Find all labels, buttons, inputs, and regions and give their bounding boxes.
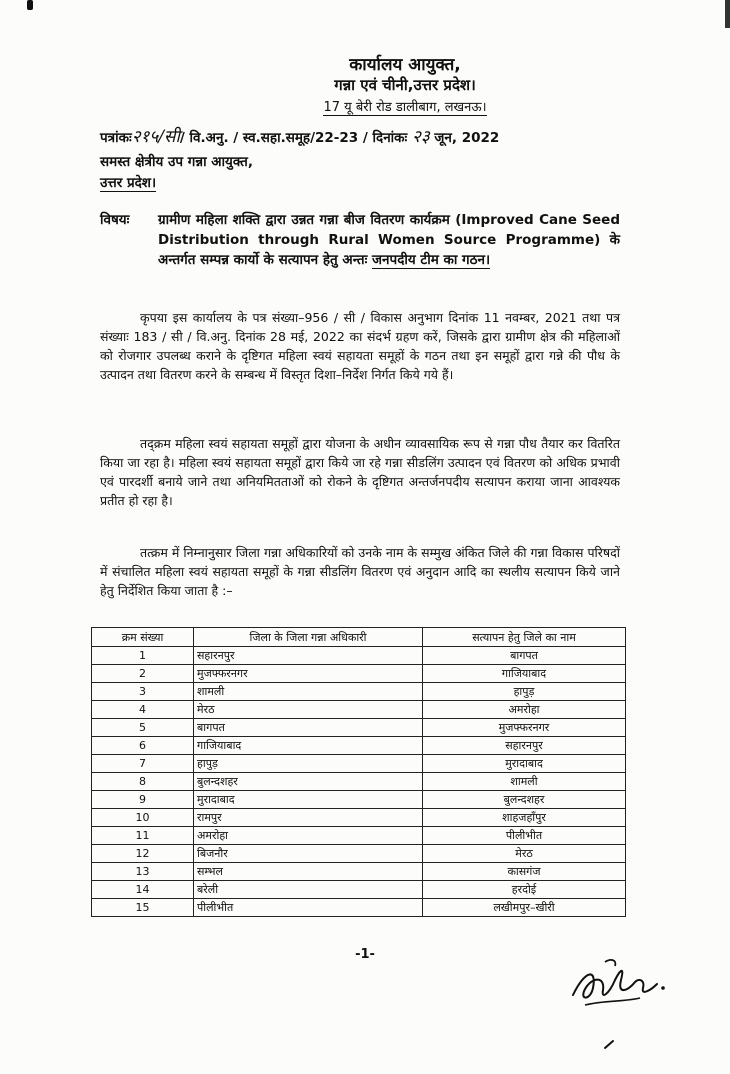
header-verification-district: सत्यापन हेतु जिले का नाम [423,628,626,647]
table-row [92,773,626,791]
table-row [92,809,626,827]
cell-officer-district: मुरादाबाद [194,791,423,809]
cell-serial: 4 [92,701,194,719]
paragraph-2: तद्क्रम महिला स्वयं सहायता समूहों द्वारा योजना के अधीन व्यावसायिक रूप से गन्ना पौध तैयार कर वितरित किया जा रहा है। महिला स्वयं सहायता समूहों द्वारा किये जा रहे गन्ना सीडलिंग उत्पादन एवं वितरण को अधिक प्रभावी एवं पारदर्शी बनाये जाने तथा अनियमितताओं को रोकने के दृष्टिगत अन्तर्जनपदीय सत्यापन कराया जाना आवश्यक प्रतीत हो रहा है। [100,436,620,508]
cell-serial: 2 [92,665,194,683]
office-address: 17 यू बेरी रोड डालीबाग, लखनऊ। [323,100,487,115]
cell-serial: 11 [92,827,194,845]
page-number: -1- [355,947,375,962]
table-row [92,737,626,755]
cell-officer-district: शामली [194,683,423,701]
cell-officer-district: बुलन्दशहर [194,773,423,791]
cell-officer-district: हापुड़ [194,755,423,773]
cell-serial: 6 [92,737,194,755]
cell-officer-district: गाजियाबाद [194,737,423,755]
department-title: गन्ना एवं चीनी,उत्तर प्रदेश। [334,76,476,94]
subject-label: विषयः [100,212,130,228]
cell-officer-district: मुजफ्फरनगर [194,665,423,683]
verification-table [91,627,626,917]
table-row [92,647,626,665]
table-row [92,719,626,737]
table-row [92,881,626,899]
handwritten-day: २३ [411,127,430,147]
cell-serial: 15 [92,899,194,917]
addressee-line2: उत्तर प्रदेश। [100,175,157,191]
signature [565,950,675,1020]
cell-officer-district: बागपत [194,719,423,737]
reference-line: पत्रांकः२१५/सी/ वि.अनु. / स्व.सहा.समूह/22-23 / दिनांकः २३ जून, 2022 [100,127,500,147]
header-serial: क्रम संख्या [92,628,194,647]
table-header-row [92,628,626,647]
cell-verification-district: गाजियाबाद [423,665,626,683]
cell-serial: 1 [92,647,194,665]
cell-serial: 9 [92,791,194,809]
table-row [92,683,626,701]
cell-verification-district: अमरोहा [423,701,626,719]
cell-officer-district: अमरोहा [194,827,423,845]
cell-verification-district: कासगंज [423,863,626,881]
cell-serial: 12 [92,845,194,863]
scan-mark [27,0,33,10]
cell-serial: 5 [92,719,194,737]
cell-verification-district: हरदोई [423,881,626,899]
cell-verification-district: पीलीभीत [423,827,626,845]
cell-officer-district: बिजनौर [194,845,423,863]
cell-officer-district: रामपुर [194,809,423,827]
table-row [92,863,626,881]
addressee-line1: समस्त क्षेत्रीय उप गन्ना आयुक्त, [100,154,253,170]
table-row [92,791,626,809]
cell-verification-district: बुलन्दशहर [423,791,626,809]
cell-verification-district: हापुड़ [423,683,626,701]
cell-verification-district: लखीमपुर–खीरी [423,899,626,917]
table-row [92,701,626,719]
cell-serial: 13 [92,863,194,881]
cell-verification-district: शाहजहाँपुर [423,809,626,827]
cell-verification-district: मुजफ्फरनगर [423,719,626,737]
subject-underlined: जनपदीय टीम का गठन। [372,252,491,268]
handwritten-code: सी [163,127,180,147]
cell-serial: 14 [92,881,194,899]
cell-serial: 8 [92,773,194,791]
subject-text: ग्रामीण महिला शक्ति द्वारा उन्नत गन्ना बीज वितरण कार्यक्रम (Improved Cane Seed Distribution through Rural Women Source Programme) के अन्तर्गत सम्पन्न कार्यो के सत्यापन हेतु अन्तः जनपदीय टीम का गठन। [158,212,620,268]
table-row [92,899,626,917]
cell-officer-district: सहारनपुर [194,647,423,665]
handwritten-letter-no: २१५ [131,127,159,147]
paragraph-3: तत्क्रम में निम्नानुसार जिला गन्ना अधिकारियों को उनके नाम के सम्मुख अंकित जिले की गन्ना विकास परिषदों में संचालित महिला स्वयं सहायता समूहों के गन्ना सीडलिंग वितरण एवं अनुदान आदि का स्थलीय सत्यापन किये जाने हेतु निर्देशित किया जाता है :– [100,545,620,598]
table-row [92,845,626,863]
table-row [92,665,626,683]
table-row [92,827,626,845]
table-row [92,755,626,773]
cell-officer-district: बरेली [194,881,423,899]
cell-officer-district: मेरठ [194,701,423,719]
cell-verification-district: शामली [423,773,626,791]
cell-verification-district: सहारनपुर [423,737,626,755]
scan-edge-mark [725,0,730,28]
pen-mark [603,1038,615,1050]
cell-verification-district: मेरठ [423,845,626,863]
cell-serial: 10 [92,809,194,827]
cell-serial: 3 [92,683,194,701]
paragraph-1: कृपया इस कार्यालय के पत्र संख्या–956 / सी / विकास अनुभाग दिनांक 11 नवम्बर, 2021 तथा पत्र संख्याः 183 / सी / वि.अनु. दिनांक 28 मई, 2022 का संदर्भ ग्रहण करें, जिसके द्वारा ग्रामीण क्षेत्र की महिलाओं को रोजगार उपलब्ध कराने के दृष्टिगत महिला स्वयं सहायता समूहों के गठन तथा इन समूहों द्वारा गन्ने की पौध के उत्पादन तथा वितरण करने के सम्बन्ध में विस्तृत दिशा–निर्देश निर्गत किये गये हैं। [100,310,620,382]
header-officer-district: जिला के जिला गन्ना अधिकारी [194,628,423,647]
cell-verification-district: मुरादाबाद [423,755,626,773]
office-title: कार्यालय आयुक्त, [349,55,461,75]
cell-officer-district: सम्भल [194,863,423,881]
cell-verification-district: बागपत [423,647,626,665]
cell-officer-district: पीलीभीत [194,899,423,917]
cell-serial: 7 [92,755,194,773]
